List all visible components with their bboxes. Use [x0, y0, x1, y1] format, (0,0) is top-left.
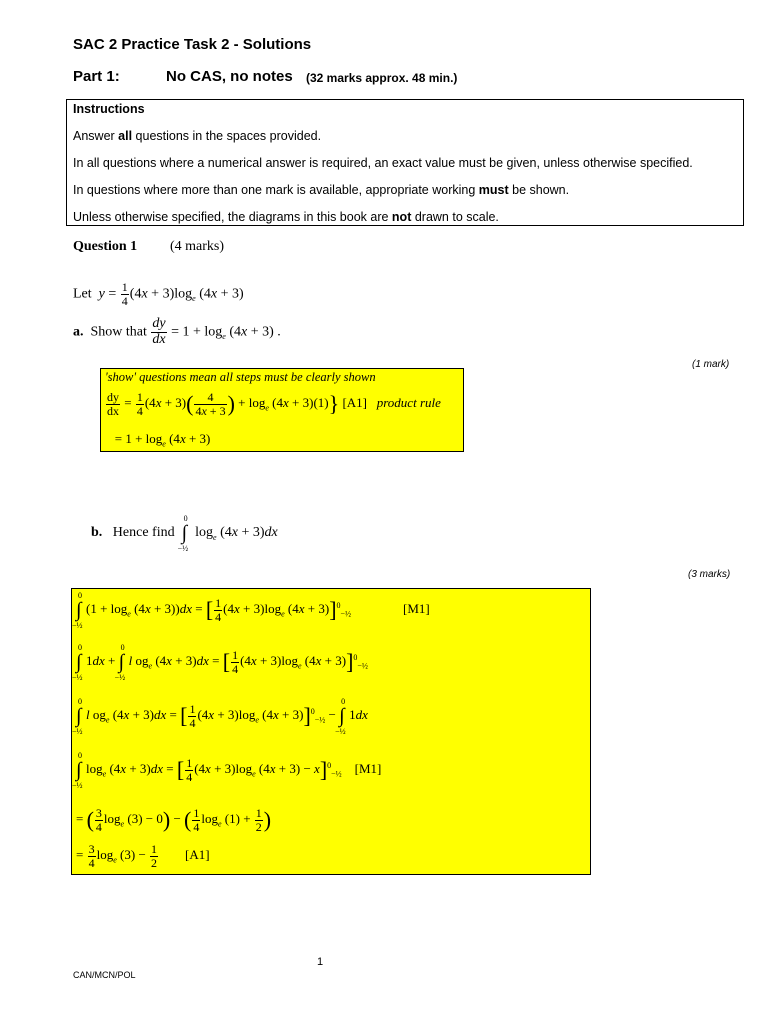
solution-b-line-5: = ( $\frac{3}{4}$ $\log_e (3) - 0$) − ( $\frac{1}{4}$ $\log_e (1)$ + $\frac{1}{2}$ ): [76, 806, 272, 834]
solution-b-line-4: ∫ 0 −½ $\log_e (4x + 3)dx$ = [ $\frac{1}{4}$ $(4x + 3)\log_e$ (4x + 3) − x]$^0_{-\frac{1}{2}}$ [M1]: [72, 751, 382, 791]
question-1-marks: (4 marks): [170, 239, 225, 254]
instructions-box: [66, 99, 744, 226]
solution-b-line-2: ∫ 0 −½ 1dx + ∫ 0 −½ l $og_e$ (4x + 3)dx = [ $\frac{1}{4}$ $(4x + 3)\log_e$ (4x + 3)]$^0_{-\frac{1}{2}}$: [72, 643, 368, 683]
question-1-label: Question 1: [73, 239, 138, 254]
instruction-line-1: Answer all questions in the spaces provided.: [73, 129, 322, 143]
footer-code: CAN/MCN/POL: [73, 970, 136, 980]
solution-b-line-3: ∫ 0 −½ l $og_e$ (4x + 3)dx = [ $\frac{1}{4}$ $(4x + 3)\log_e$ (4x + 3)]$^0_{-\frac{1}{2}}$ − ∫ 0 −½ 1dx: [72, 697, 368, 737]
solution-a-note: 'show' questions mean all steps must be clearly shown: [105, 370, 376, 384]
solution-b-box: [71, 588, 591, 875]
part-note: (32 marks approx. 48 min.): [306, 71, 458, 85]
part-b: b. Hence find ∫ 0 −½ $\log_e (4x + 3)dx$: [91, 514, 278, 553]
page-title: SAC 2 Practice Task 2 - Solutions: [73, 36, 312, 53]
instructions-heading: Instructions: [73, 102, 145, 116]
question-1-given: Let y = $\frac{1}{4}$ $(4x + 3)\log_e$ (4x + 3): [73, 280, 244, 308]
solution-a-box: [100, 368, 464, 452]
page-number: 1: [317, 956, 324, 968]
instruction-line-2: In all questions where a numerical answer is required, an exact value must be given, unless otherwise specified.: [73, 156, 693, 170]
solution-b-line-1: ∫ 0 −½ $(1 + \log_e (4x + 3))dx$ = [ $\frac{1}{4}$ $(4x + 3)\log_e$ (4x + 3)]$^0_{-\frac{1}{2}}$ [M1]: [72, 591, 430, 631]
part-a-marks: (1 mark): [692, 359, 730, 370]
instruction-line-3: In questions where more than one mark is available, appropriate working must be shown.: [73, 183, 570, 197]
part-a: a. Show that $\frac{dy}{dx}$ = $1 + \log_e (4x + 3)$ .: [73, 316, 281, 347]
solution-b-line-6: = $\frac{3}{4}$ $\log_e (3)$ − $\frac{1}{2}$ [A1]: [76, 842, 210, 870]
part-title: No CAS, no notes: [166, 68, 293, 85]
instruction-line-4: Unless otherwise specified, the diagrams in this book are not drawn to scale.: [73, 210, 499, 224]
part-label: Part 1:: [73, 68, 120, 85]
solution-a-line-1: $\frac{dy}{dx}$ = $\frac{1}{4}$ (4x + 3)( $\frac{4}{4x + 3}$ ) + $\log_e (4x + 3)(1)$} [A1] product rule: [107, 390, 441, 418]
part-b-marks: (3 marks): [688, 569, 731, 580]
solution-a-line-2: = $1 + \log_e (4x + 3)$: [105, 431, 211, 449]
